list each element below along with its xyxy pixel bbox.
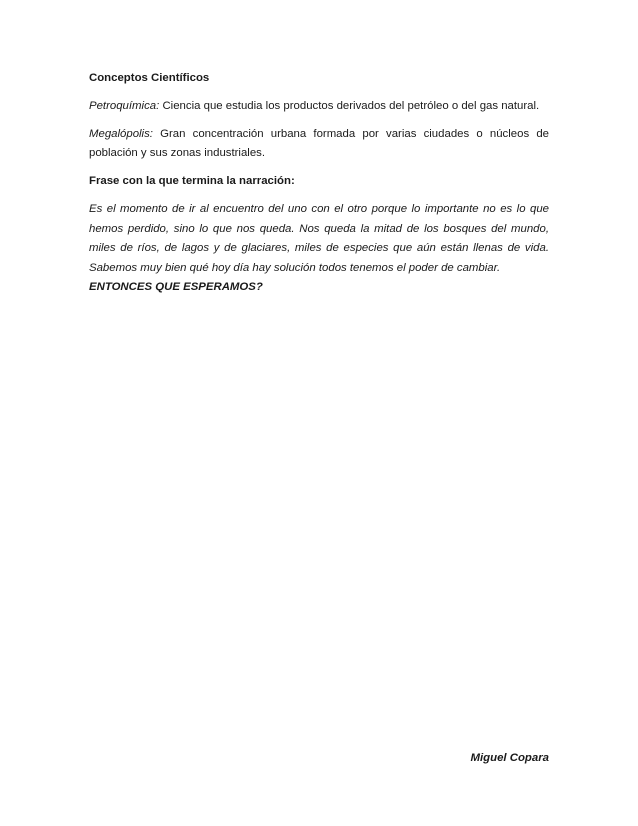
definition-petroquimica	[89, 97, 549, 116]
definition-text: Gran concentración urbana formada por varias ciudades o núcleos de población y sus zonas industriales.	[89, 128, 549, 159]
narration-paragraph	[89, 200, 549, 278]
definition-text: Ciencia que estudia los productos derivados del petróleo o del gas natural.	[162, 100, 540, 112]
document-body	[89, 69, 549, 298]
author-signature: Miguel Copara	[470, 752, 549, 764]
definition-megalopolis	[89, 125, 549, 163]
definition-term: Megalópolis:	[89, 128, 153, 140]
section-title: Conceptos Científicos	[89, 72, 210, 84]
closing-line: ENTONCES QUE ESPERAMOS?	[89, 281, 263, 293]
definition-term: Petroquímica:	[89, 100, 160, 112]
narration-heading: Frase con la que termina la narración:	[89, 175, 295, 187]
narration-text: Es el momento de ir al encuentro del uno con el otro porque lo importante no es lo que hemos perdido, sino lo que nos queda. Nos queda la mitad de los bosques del mundo, miles de ríos, de lagos y de glaciares, miles de especies que aún están llenas de vida. Sabemos muy bien qué hoy día hay solución todos tenemos el poder de cambiar.	[89, 203, 549, 274]
